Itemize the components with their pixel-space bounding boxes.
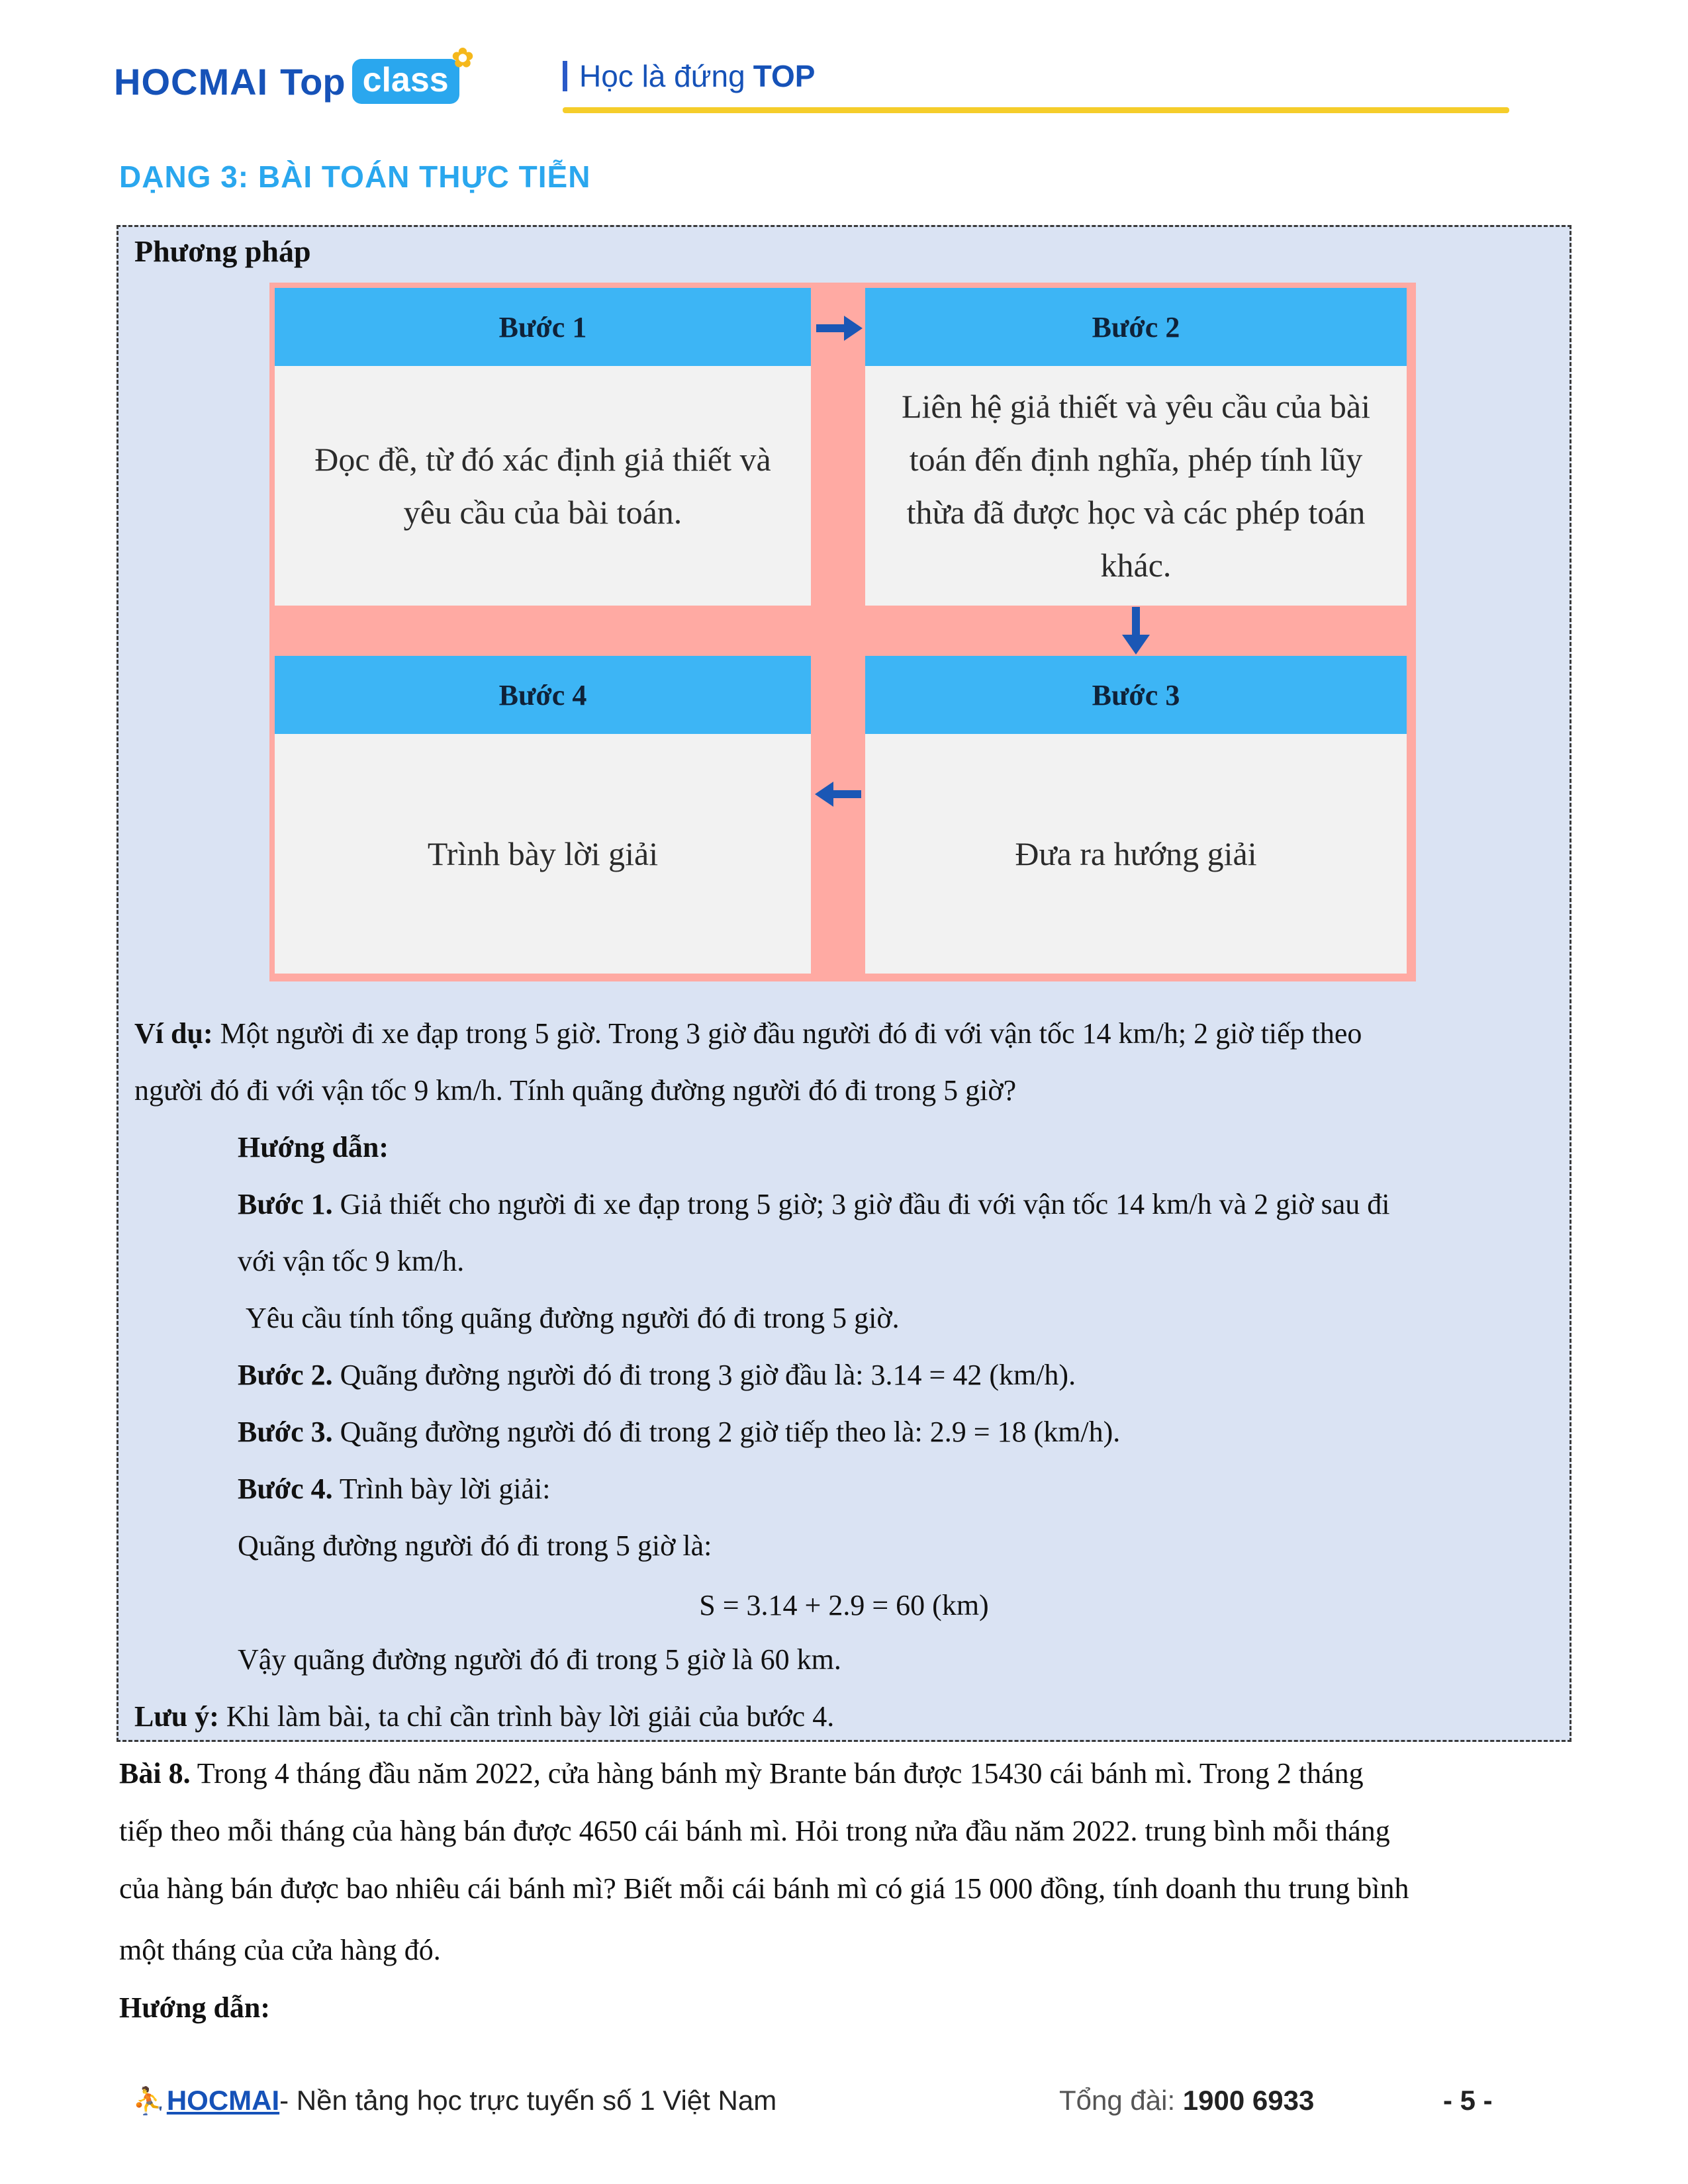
step-title: Bước 1 bbox=[275, 288, 811, 366]
step4-line bbox=[238, 1475, 551, 1504]
footer-brand bbox=[132, 2085, 776, 2116]
step1-label: Bước 1. bbox=[238, 1188, 333, 1220]
example-line-2: người đó đi với vận tốc 9 km/h. Tính quãng đường người đó đi trong 5 giờ? bbox=[134, 1074, 1017, 1107]
step2-label: Bước 2. bbox=[238, 1359, 333, 1391]
arrow-down-icon bbox=[1118, 606, 1154, 656]
step4-label: Bước 4. bbox=[238, 1473, 333, 1505]
footer-description: - Nền tảng học trực tuyến số 1 Việt Nam bbox=[279, 2085, 777, 2116]
step-card-2 bbox=[865, 288, 1407, 606]
step-body: Đưa ra hướng giải bbox=[1015, 835, 1257, 872]
hotline-label: Tổng đài: bbox=[1059, 2085, 1183, 2116]
hocmai-topclass-logo bbox=[114, 44, 474, 105]
step-title: Bước 4 bbox=[275, 656, 811, 734]
step4-text: Trình bày lời giải: bbox=[332, 1473, 551, 1505]
footer-hotline bbox=[1059, 2085, 1314, 2116]
logo-class-badge bbox=[352, 44, 474, 104]
note-line bbox=[134, 1702, 834, 1731]
problem-guide-label: Hướng dẫn: bbox=[119, 1991, 271, 2024]
example-line-1 bbox=[134, 1019, 1362, 1048]
distance-line: Quãng đường người đó đi trong 5 giờ là: bbox=[238, 1529, 712, 1562]
hotline-number: 1900 6933 bbox=[1182, 2085, 1315, 2116]
step-title: Bước 3 bbox=[865, 656, 1407, 734]
step-card-4 bbox=[275, 656, 811, 974]
method-box bbox=[117, 225, 1571, 1742]
step3-text: Quãng đường người đó đi trong 2 giờ tiếp theo là: 2.9 = 18 (km/h). bbox=[332, 1416, 1121, 1448]
problem-label: Bài 8. bbox=[119, 1757, 191, 1790]
problem-line-4: một tháng của cửa hàng đó. bbox=[119, 1934, 441, 1966]
guide-label: Hướng dẫn: bbox=[238, 1131, 389, 1163]
tagline-top: TOP bbox=[753, 59, 816, 93]
logo-brand: HOCMAI bbox=[114, 60, 269, 103]
step1-line-1 bbox=[238, 1190, 1390, 1219]
step2-line bbox=[238, 1361, 1076, 1390]
step-card-1 bbox=[275, 288, 811, 606]
step1-text: Giả thiết cho người đi xe đạp trong 5 giờ; 3 giờ đầu đi với vận tốc 14 km/h và 2 giờ sau đi bbox=[332, 1188, 1390, 1220]
logo-class-text: class bbox=[362, 61, 449, 99]
step1-line-2: với vận tốc 9 km/h. bbox=[238, 1245, 465, 1277]
problem-line-1 bbox=[119, 1759, 1364, 1788]
example-label: Ví dụ: bbox=[134, 1017, 213, 1050]
step-card-3 bbox=[865, 656, 1407, 974]
conclusion-line: Vậy quãng đường người đó đi trong 5 giờ là 60 km. bbox=[238, 1643, 841, 1676]
footer-brand-name: HOCMAI bbox=[166, 2085, 280, 2116]
header-tagline bbox=[563, 58, 815, 94]
problem-line-3: của hàng bán được bao nhiêu cái bánh mì? Biết mỗi cái bánh mì có giá 15 000 đồng, tính doanh thu trung bình bbox=[119, 1872, 1409, 1905]
step-body: Đọc đề, từ đó xác định giả thiết và yêu cầu của bài toán. bbox=[314, 441, 771, 531]
tagline-divider bbox=[563, 61, 567, 91]
formula-line: S = 3.14 + 2.9 = 60 (km) bbox=[699, 1589, 989, 1621]
problem-line-2: tiếp theo mỗi tháng của hàng bán được 4650 cái bánh mì. Hỏi trong nửa đầu năm 2022. trung bình mỗi tháng bbox=[119, 1815, 1390, 1847]
step3-label: Bước 3. bbox=[238, 1416, 333, 1448]
page-number: - 5 - bbox=[1443, 2085, 1493, 2116]
step-title: Bước 2 bbox=[865, 288, 1407, 366]
section-title: DẠNG 3: BÀI TOÁN THỰC TIỄN bbox=[119, 159, 591, 194]
tagline-text: Học là đứng bbox=[579, 59, 745, 93]
header-underline bbox=[563, 107, 1509, 113]
arrow-right-icon bbox=[814, 312, 864, 345]
note-text: Khi làm bài, ta chỉ cần trình bày lời giải của bước 4. bbox=[218, 1700, 835, 1733]
step1-line-3: Yêu cầu tính tổng quãng đường người đó đi trong 5 giờ. bbox=[246, 1302, 900, 1334]
method-flow-diagram bbox=[269, 283, 1416, 981]
example-text: Một người đi xe đạp trong 5 giờ. Trong 3 giờ đầu người đó đi với vận tốc 14 km/h; 2 giờ tiếp theo bbox=[212, 1017, 1362, 1050]
step3-line bbox=[238, 1418, 1120, 1447]
logo-top: Top bbox=[280, 60, 346, 103]
problem-text: Trong 4 tháng đầu năm 2022, cửa hàng bánh mỳ Brante bán được 15430 cái bánh mì. Trong 2 tháng bbox=[190, 1757, 1364, 1790]
star-icon: ✿ bbox=[451, 44, 474, 73]
method-label: Phương pháp bbox=[134, 234, 311, 268]
note-label: Lưu ý: bbox=[134, 1700, 219, 1733]
arrow-left-icon bbox=[814, 778, 864, 811]
step2-text: Quãng đường người đó đi trong 3 giờ đầu là: 3.14 = 42 (km/h). bbox=[332, 1359, 1076, 1391]
step-body: Trình bày lời giải bbox=[427, 835, 659, 872]
hocmai-logo-icon: ⛹ bbox=[132, 2086, 165, 2116]
step-body: Liên hệ giả thiết và yêu cầu của bài toán đến định nghĩa, phép tính lũy thừa đã được học và các phép toán khác. bbox=[901, 388, 1370, 584]
